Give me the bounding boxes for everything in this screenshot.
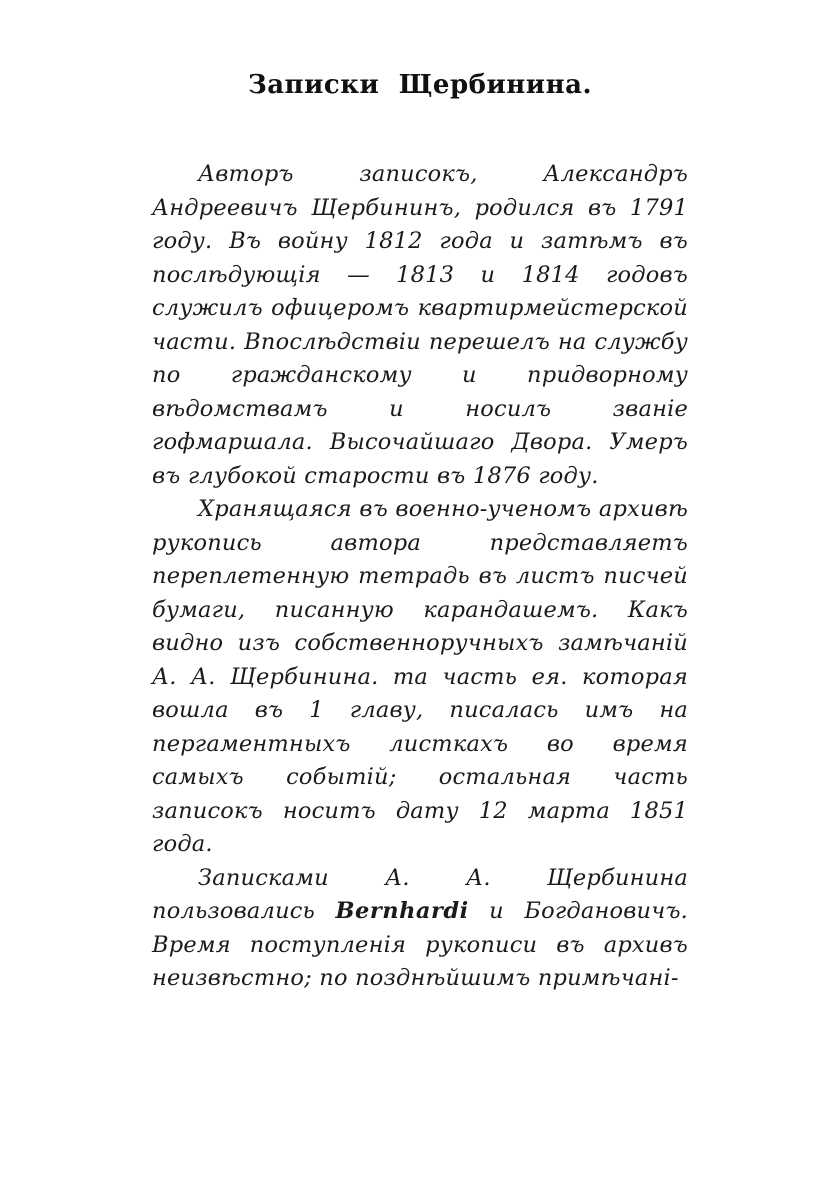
body-text xyxy=(152,158,688,996)
paragraph-usage-history xyxy=(152,862,688,996)
paragraph-usage-before: Записками А. А. Щербинина пользовались xyxy=(152,864,688,924)
paragraph-usage-after: и Богдановичъ. Время поступленія рукописи въ архивъ неизвѣстно; по позднѣйшимъ примѣчані- xyxy=(152,898,688,991)
paragraph-author-bio: Авторъ записокъ, Александръ Андреевичъ Щербининъ, родился въ 1791 году. Въ войну 1812 года и затѣмъ въ послѣдующія — 1813 и 1814 годовъ служилъ офицеромъ квартирмейстерской части. Впослѣдствіи перешелъ на службу по гражданскому и придворному вѣдомствамъ и носилъ званіе гофмаршала. Высочайшаго Двора. Умеръ въ глубокой старости въ 1876 году. xyxy=(152,161,688,489)
paragraph-manuscript-description: Хранящаяся въ военно-ученомъ архивѣ рукопись автора представляетъ переплетенную тетрадь въ листъ писчей бумаги, писанную карандашемъ. Какъ видно изъ собственноручныхъ замѣчаній А. А. Щербинина. та часть ея. которая вошла въ 1 главу, писалась имъ на пергаментныхъ листкахъ во время самыхъ событій; остальная часть записокъ носитъ дату 12 марта 1851 года. xyxy=(152,496,688,857)
page-title: Записки Щербинина. xyxy=(247,70,593,100)
paragraph-usage-bold-name: Bernhardi xyxy=(335,898,469,924)
